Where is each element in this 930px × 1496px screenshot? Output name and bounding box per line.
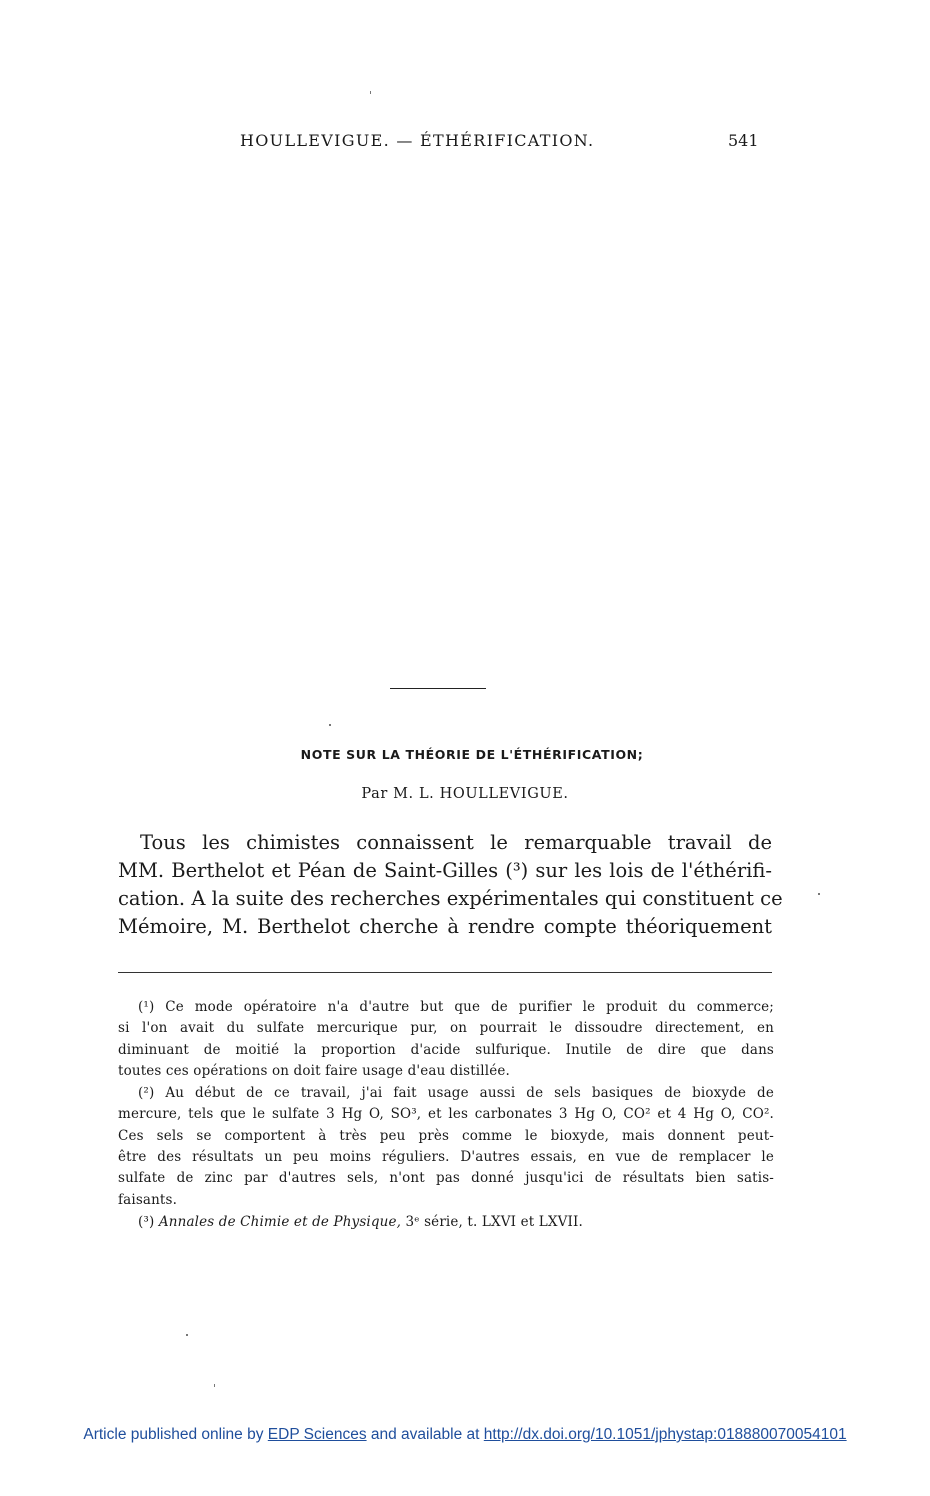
footnote-3-journal: Annales de Chimie et de Physique, <box>158 1214 402 1230</box>
footnote-separator-rule <box>118 972 772 973</box>
footnote-3 <box>138 1212 774 1234</box>
footnote-2-line-3: Ces sels se comportent à très peu près comme le bioxyde, mais donnent peut- <box>118 1128 774 1144</box>
article-author: Par M. L. HOULLEVIGUE. <box>361 786 569 802</box>
title-separator-rule <box>390 688 486 689</box>
print-speck <box>214 1384 215 1387</box>
print-speck <box>818 893 820 895</box>
article-title: NOTE SUR LA THÉORIE DE L'ÉTHÉRIFICATION; <box>300 747 644 762</box>
footnote-1-line-2: si l'on avait du sulfate mercurique pur, on pourrait le dissoudre directement, en <box>118 1020 774 1036</box>
footnote-3-marker: (³) <box>138 1214 155 1230</box>
body-line-1: Tous les chimistes connaissent le remarquable travail de <box>140 831 772 854</box>
print-speck <box>329 724 331 726</box>
publisher-link[interactable]: EDP Sciences <box>267 1426 367 1443</box>
page-number: 541 <box>728 131 759 150</box>
footnote-2-line-4: être des résultats un peu moins réguliers. D'autres essais, en vue de remplacer le <box>118 1149 774 1165</box>
running-header-title: HOULLEVIGUE. — ÉTHÉRIFICATION. <box>240 131 595 150</box>
doi-link[interactable]: http://dx.doi.org/10.1051/jphystap:018880070054101 <box>483 1426 847 1443</box>
body-line-4: Mémoire, M. Berthelot cherche à rendre compte théoriquement <box>118 915 772 938</box>
footnote-1-line-1: (¹) Ce mode opératoire n'a d'autre but que de purifier le produit du commerce; <box>138 999 774 1015</box>
body-line-3: cation. A la suite des recherches expérimentales qui constituent ce <box>118 887 783 910</box>
body-line-2: MM. Berthelot et Péan de Saint-Gilles (³) sur les lois de l'éthérifi- <box>118 859 772 882</box>
footnote-2-line-2: mercure, tels que le sulfate 3 Hg O, SO³, et les carbonates 3 Hg O, CO² et 4 Hg O, CO². <box>118 1106 774 1122</box>
footnote-1-line-4: toutes ces opérations on doit faire usage d'eau distillée. <box>118 1063 510 1079</box>
footnote-1-line-3: diminuant de moitié la proportion d'acide sulfurique. Inutile de dire que dans <box>118 1042 774 1058</box>
footer-middle: and available at <box>370 1426 480 1443</box>
publication-footer <box>0 1426 930 1444</box>
footer-prefix: Article published online by <box>83 1426 264 1443</box>
footnote-2-line-6: faisants. <box>118 1192 178 1208</box>
print-speck <box>370 91 371 94</box>
footnote-2-line-5: sulfate de zinc par d'autres sels, n'ont pas donné jusqu'ici de résultats bien satis- <box>118 1170 774 1186</box>
print-speck <box>186 1334 188 1336</box>
footnote-3-reference: 3ᵉ série, t. LXVI et LXVII. <box>405 1214 583 1230</box>
footnote-2-line-1: (²) Au début de ce travail, j'ai fait usage aussi de sels basiques de bioxyde de <box>138 1085 774 1101</box>
